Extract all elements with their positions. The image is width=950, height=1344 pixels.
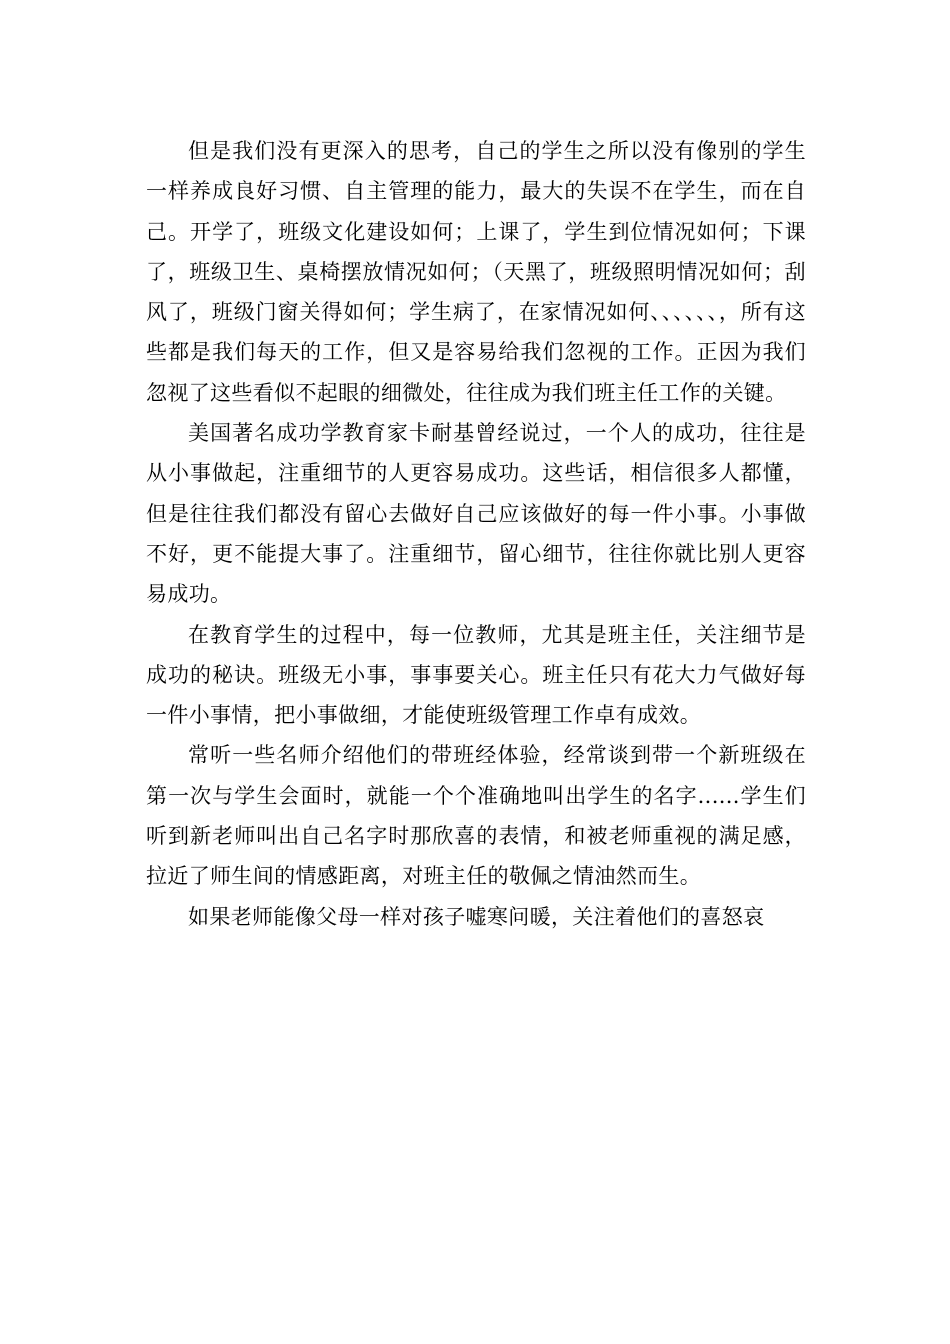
paragraph-3: 在教育学生的过程中，每一位教师，尤其是班主任，关注细节是成功的秘诀。班级无小事，事事要关心。班主任只有花大力气做好每一件小事情，把小事做细，才能使班级管理工作卓有成效。	[146, 622, 806, 728]
paragraph-4: 常听一些名师介绍他们的带班经体验，经常谈到带一个新班级在第一次与学生会面时，就能一个个准确地叫出学生的名字......学生们听到新老师叫出自己名字时那欣喜的表情，和被老师重视的满足感，拉近了师生间的情感距离，对班主任的敬佩之情油然而生。	[146, 743, 806, 889]
paragraph-2: 美国著名成功学教育家卡耐基曾经说过，一个人的成功，往往是从小事做起，注重细节的人更容易成功。这些话，相信很多人都懂，但是往往我们都没有留心去做好自己应该做好的每一件小事。小事做不好，更不能提大事了。注重细节，留心细节，往往你就比别人更容易成功。	[146, 421, 806, 607]
paragraph-5: 如果老师能像父母一样对孩子嘘寒问暖，关注着他们的喜怒哀	[188, 904, 765, 929]
paragraph-1: 但是我们没有更深入的思考，自己的学生之所以没有像别的学生一样养成良好习惯、自主管理的能力，最大的失误不在学生，而在自己。开学了，班级文化建设如何；上课了，学生到位情况如何；下课了，班级卫生、桌椅摆放情况如何；（天黑了，班级照明情况如何；刮风了，班级门窗关得如何；学生病了，在家情况如何、、、、、、，所有这些都是我们每天的工作，但又是容易给我们忽视的工作。正因为我们忽视了这些看似不起眼的细微处，往往成为我们班主任工作的关键。	[146, 139, 806, 405]
document-body	[146, 131, 806, 937]
